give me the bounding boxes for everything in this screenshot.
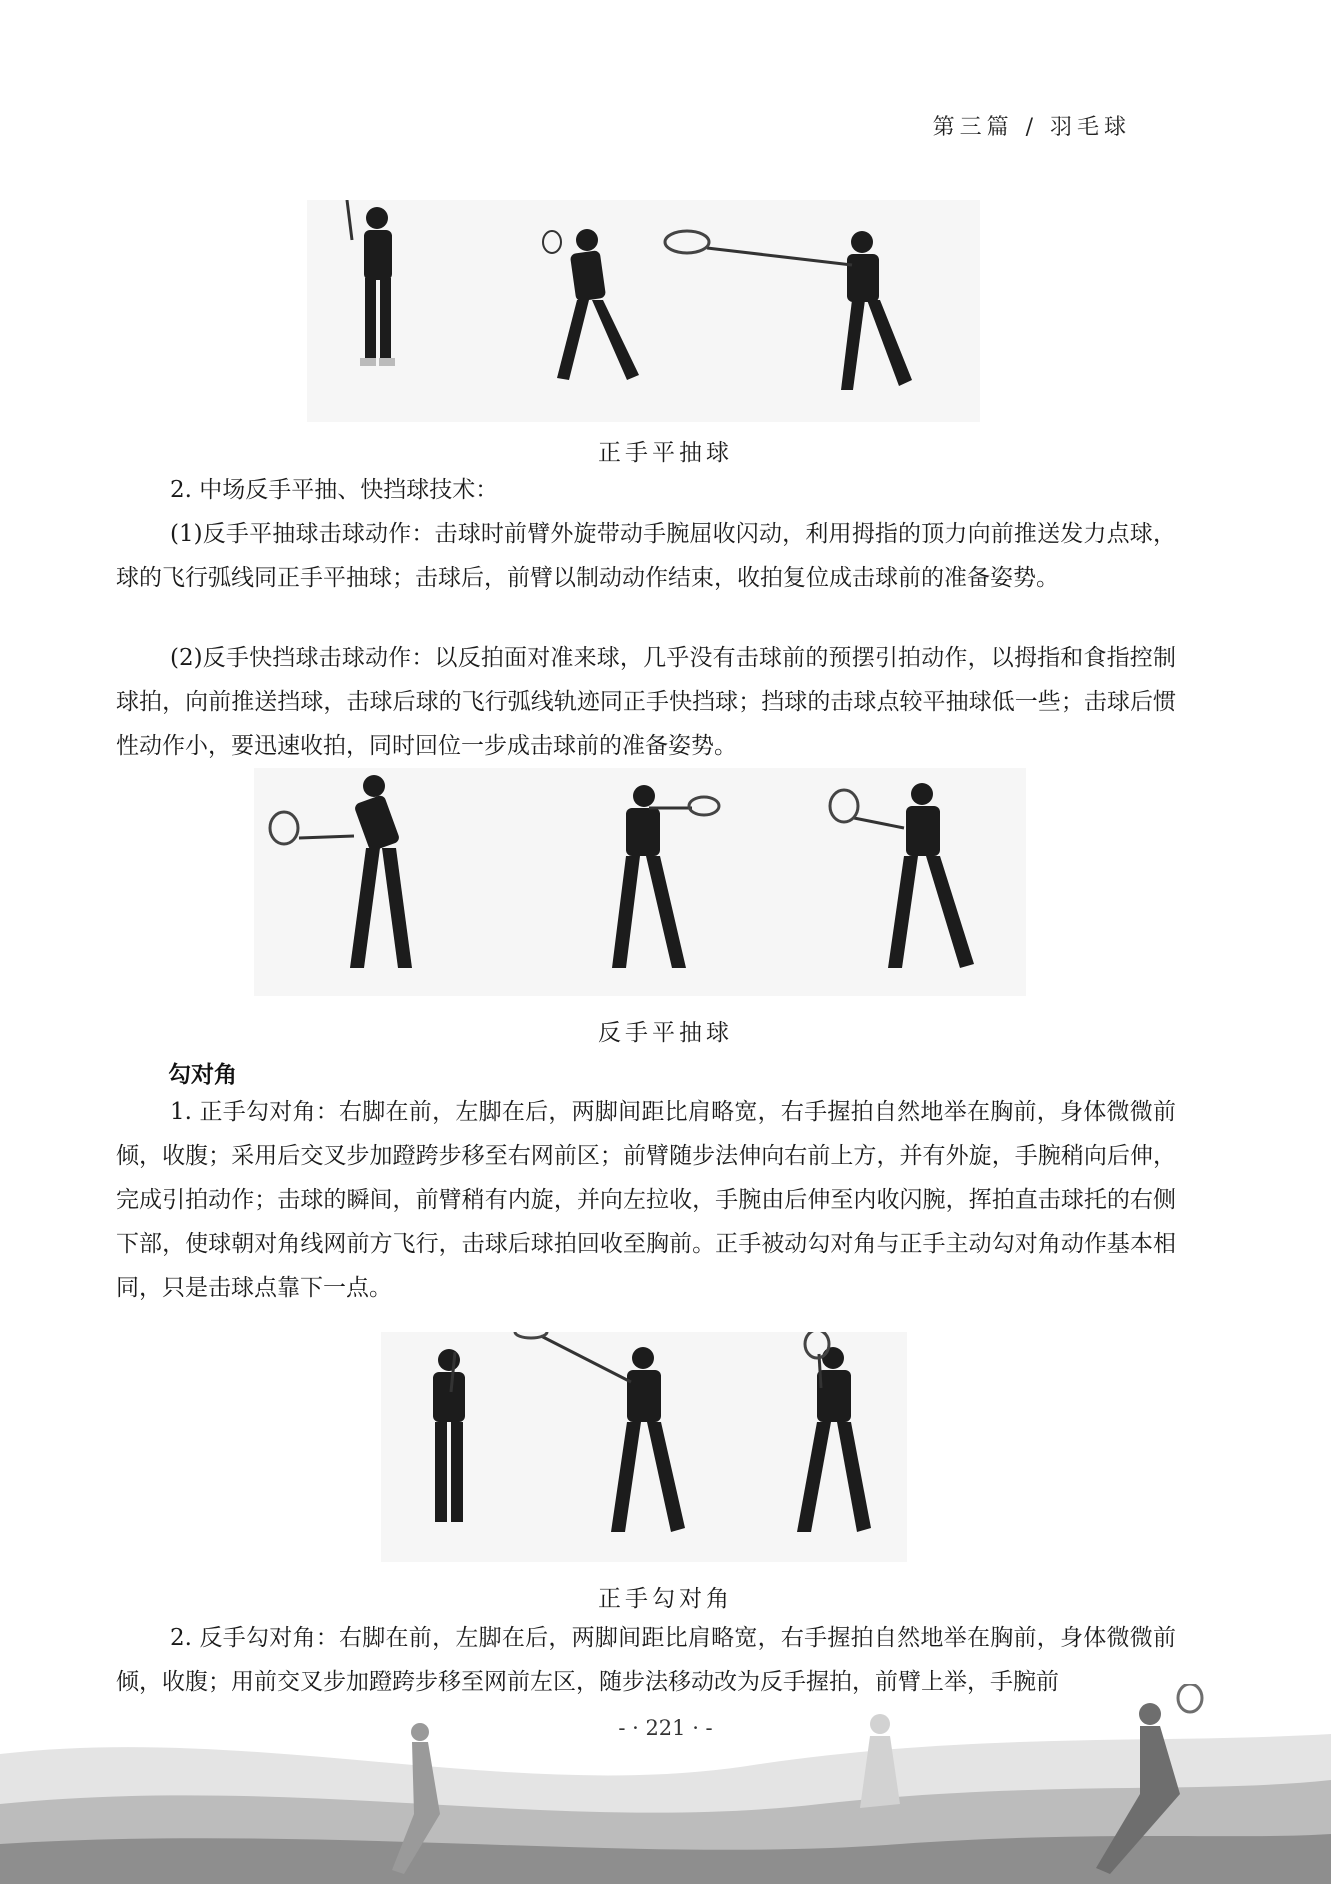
paragraph: 2. 中场反手平抽、快挡球技术： [170,477,499,503]
paragraph: (1)反手平抽球击球动作：击球时前臂外旋带动手腕屈收闪动，利用拇指的顶力向前推送发力点球，球的飞行弧线同正手平抽球；击球后，前臂以制动动作结束，收拍复位成击球前的准备姿势。 [116,521,1176,591]
figure-caption: 正手勾对角 [598,1586,733,1612]
backhand-drive-photo [254,768,1026,996]
figure-caption: 正手平抽球 [598,440,733,466]
section-heading: 勾对角 [168,1062,237,1088]
paragraph: 1. 正手勾对角：右脚在前，左脚在后，两脚间距比肩略宽，右手握拍自然地举在胸前，身体微微前倾，收腹；采用后交叉步加蹬跨步移至右网前区；前臂随步法伸向右前上方，并有外旋，手腕稍向后伸，完成引拍动作；击球的瞬间，前臂稍有内旋，并向左拉收，手腕由后伸至内收闪腕，挥拍直击球托的右侧下部，使球朝对角线网前方飞行，击球后球拍回收至胸前。正手被动勾对角与正手主动勾对角动作基本相同，只是击球点靠下一点。 [116,1099,1176,1301]
figure-caption: 反手平抽球 [598,1020,733,1046]
footer-decoration [0,1684,1331,1884]
page-number: - · 221 · - [618,1716,713,1740]
section-header: 第三篇 / 羽毛球 [932,115,1131,140]
forehand-drive-photo [307,200,980,422]
paragraph: (2)反手快挡球击球动作：以反拍面对准来球，几乎没有击球前的预摆引拍动作，以拇指和食指控制球拍，向前推送挡球，击球后球的飞行弧线轨迹同正手快挡球；挡球的击球点较平抽球低一些；击球后惯性动作小，要迅速收拍，同时回位一步成击球前的准备姿势。 [116,645,1176,759]
forehand-cross-net-photo [381,1332,907,1562]
paragraph: 2. 反手勾对角：右脚在前，左脚在后，两脚间距比肩略宽，右手握拍自然地举在胸前，身体微微前倾，收腹；用前交叉步加蹬跨步移至网前左区，随步法移动改为反手握拍，前臂上举，手腕前 [116,1625,1176,1695]
